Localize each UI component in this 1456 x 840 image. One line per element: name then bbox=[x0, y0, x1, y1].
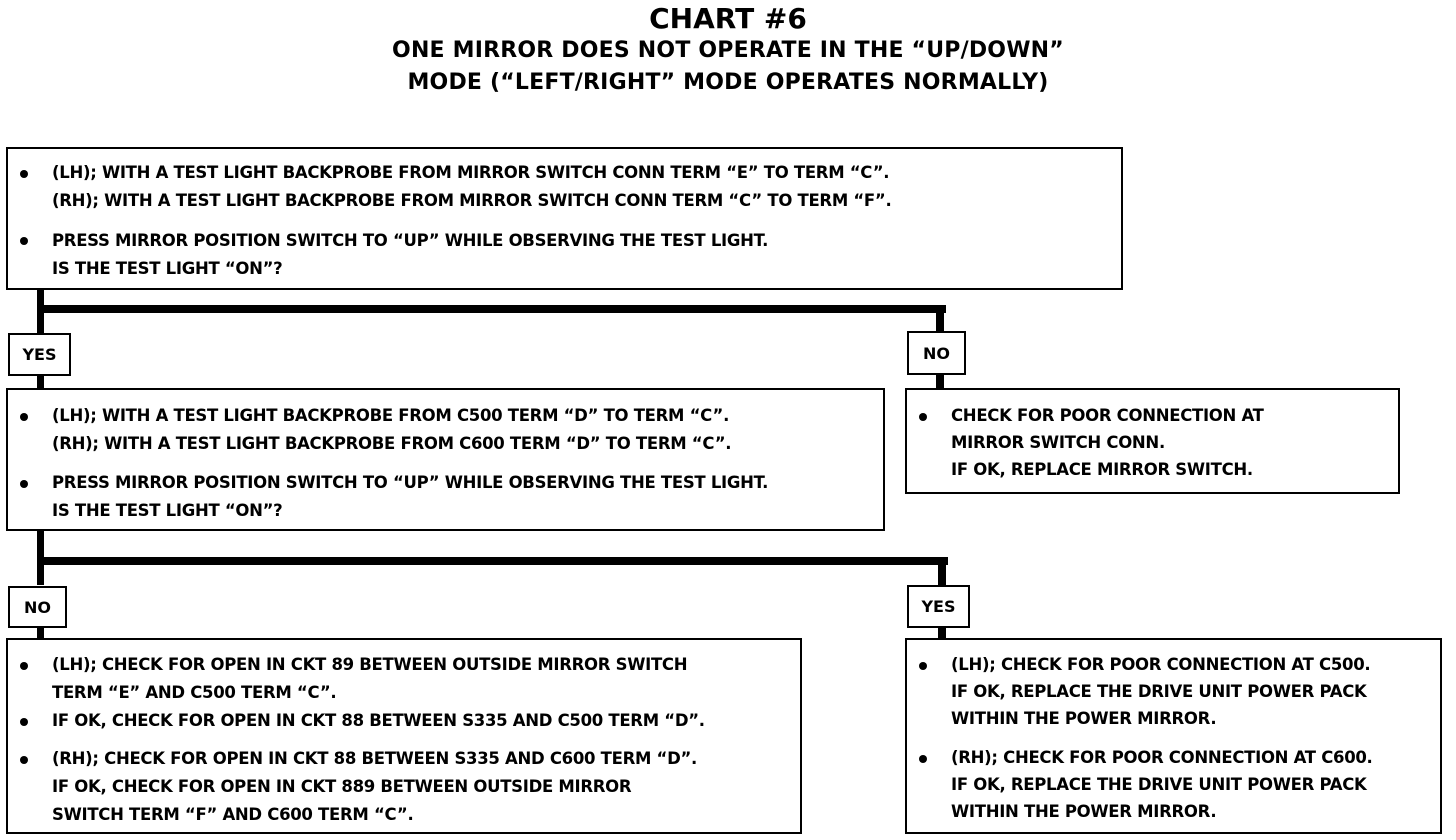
box5-line: IF OK, REPLACE THE DRIVE UNIT POWER PACK bbox=[951, 775, 1367, 794]
yes-label: YES bbox=[8, 333, 71, 376]
chart-subtitle-line2: MODE (“LEFT/RIGHT” MODE OPERATES NORMALLY) bbox=[407, 70, 1049, 95]
no-label: NO bbox=[8, 586, 67, 628]
bullet-icon bbox=[20, 170, 28, 178]
box5-line: WITHIN THE POWER MIRROR. bbox=[951, 802, 1217, 821]
box2-line: IS THE TEST LIGHT “ON”? bbox=[52, 501, 283, 520]
box1-line: IS THE TEST LIGHT “ON”? bbox=[52, 259, 283, 278]
action-box-mirror-switch bbox=[905, 388, 1400, 494]
box4-line: SWITCH TERM “F” AND C600 TERM “C”. bbox=[52, 805, 414, 824]
bullet-icon bbox=[919, 413, 927, 421]
yes-label: YES bbox=[907, 585, 970, 628]
chart-subtitle-line1: ONE MIRROR DOES NOT OPERATE IN THE “UP/DOWN” bbox=[392, 38, 1064, 63]
no-label: NO bbox=[907, 331, 966, 375]
box4-line: IF OK, CHECK FOR OPEN IN CKT 889 BETWEEN OUTSIDE MIRROR bbox=[52, 777, 632, 796]
connector-branch2-right-down bbox=[938, 557, 946, 585]
question-box-2 bbox=[6, 388, 885, 531]
question-box-1 bbox=[6, 147, 1123, 290]
action-box-open-circuit bbox=[6, 638, 802, 834]
bullet-icon bbox=[919, 755, 927, 763]
connector-branch2-horizontal bbox=[37, 557, 948, 565]
bullet-icon bbox=[20, 662, 28, 670]
box4-line: TERM “E” AND C500 TERM “C”. bbox=[52, 683, 337, 702]
box5-line: IF OK, REPLACE THE DRIVE UNIT POWER PACK bbox=[951, 682, 1367, 701]
connector-branch1-right-down bbox=[936, 305, 944, 333]
box1-line: PRESS MIRROR POSITION SWITCH TO “UP” WHILE OBSERVING THE TEST LIGHT. bbox=[52, 231, 769, 250]
bullet-icon bbox=[20, 237, 28, 245]
box5-line: WITHIN THE POWER MIRROR. bbox=[951, 709, 1217, 728]
box2-line: (LH); WITH A TEST LIGHT BACKPROBE FROM C500 TERM “D” TO TERM “C”. bbox=[52, 406, 730, 425]
box2-line: PRESS MIRROR POSITION SWITCH TO “UP” WHILE OBSERVING THE TEST LIGHT. bbox=[52, 473, 769, 492]
box4-line: IF OK, CHECK FOR OPEN IN CKT 88 BETWEEN S335 AND C500 TERM “D”. bbox=[52, 711, 705, 730]
box3-line: MIRROR SWITCH CONN. bbox=[951, 433, 1165, 452]
box3-line: CHECK FOR POOR CONNECTION AT bbox=[951, 406, 1264, 425]
box2-line: (RH); WITH A TEST LIGHT BACKPROBE FROM C600 TERM “D” TO TERM “C”. bbox=[52, 434, 732, 453]
box4-line: (LH); CHECK FOR OPEN IN CKT 89 BETWEEN OUTSIDE MIRROR SWITCH bbox=[52, 655, 688, 674]
box1-line: (LH); WITH A TEST LIGHT BACKPROBE FROM MIRROR SWITCH CONN TERM “E” TO TERM “C”. bbox=[52, 163, 890, 182]
box5-line: (RH); CHECK FOR POOR CONNECTION AT C600. bbox=[951, 748, 1373, 767]
box5-line: (LH); CHECK FOR POOR CONNECTION AT C500. bbox=[951, 655, 1371, 674]
chart-title: CHART #6 bbox=[649, 2, 807, 35]
bullet-icon bbox=[919, 662, 927, 670]
bullet-icon bbox=[20, 718, 28, 726]
bullet-icon bbox=[20, 756, 28, 764]
connector-branch1-horizontal bbox=[37, 305, 946, 313]
bullet-icon bbox=[20, 413, 28, 421]
bullet-icon bbox=[20, 480, 28, 488]
box4-line: (RH); CHECK FOR OPEN IN CKT 88 BETWEEN S335 AND C600 TERM “D”. bbox=[52, 749, 697, 768]
box1-line: (RH); WITH A TEST LIGHT BACKPROBE FROM MIRROR SWITCH CONN TERM “C” TO TERM “F”. bbox=[52, 191, 892, 210]
box3-line: IF OK, REPLACE MIRROR SWITCH. bbox=[951, 460, 1253, 479]
action-box-drive-unit bbox=[905, 638, 1442, 834]
